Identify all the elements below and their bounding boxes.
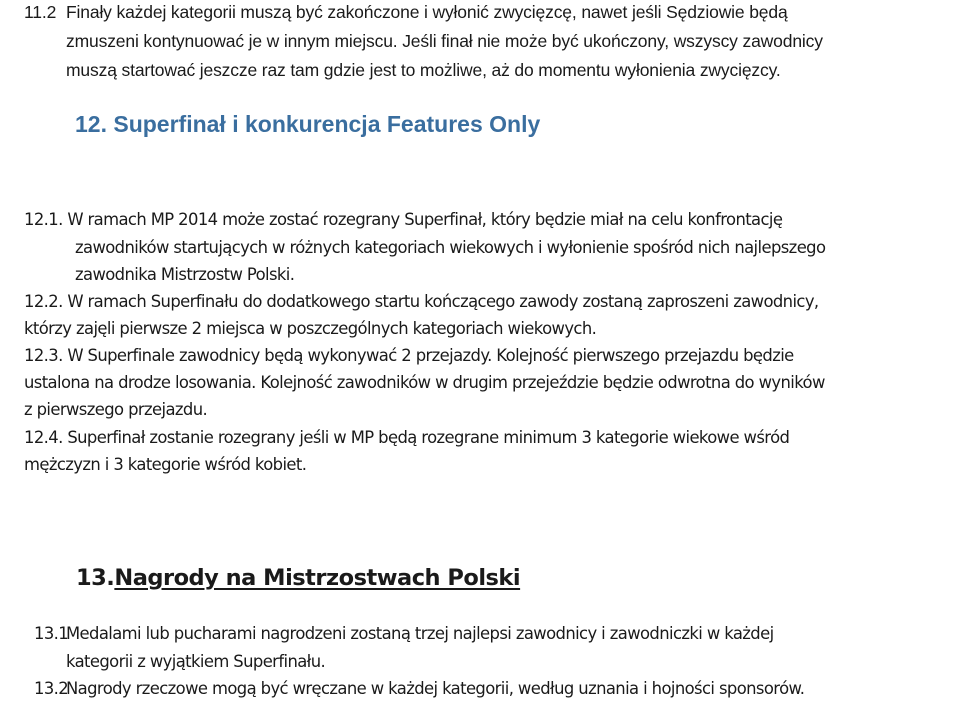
rule-11-2-line-2: zmuszeni kontynuować je w innym miejscu. Jeśli finał nie może być ukończony, wszyscy zawodnicy [66,31,823,51]
rule-text: Finały każdej kategorii muszą być zakończone i wyłonić zwycięzcę, nawet jeśli Sędziowie będą [66,2,788,22]
section-13-heading-number: 13. [76,565,115,591]
rule-12-1-line-2: zawodników startujących w różnych kategoriach wiekowych i wyłonienie spośród nich najlepszego [75,238,826,257]
rule-12-4-line-2: mężczyzn i 3 kategorie wśród kobiet. [24,455,307,474]
rule-12-2-line-2: którzy zajęli pierwsze 2 miejsca w poszczególnych kategoriach wiekowych. [24,319,597,338]
section-13-heading [76,567,520,590]
rule-12-4-line-1: 12.4. Superfinał zostanie rozegrany jeśli w MP będą rozegrane minimum 3 kategorie wiekowe wśród [24,428,790,447]
rule-12-1-line-1: 12.1. W ramach MP 2014 może zostać rozegrany Superfinał, który będzie miał na celu konfrontację [24,210,783,229]
rule-number: 13.2 [34,679,69,698]
rule-text: Nagrody rzeczowe mogą być wręczane w każdej kategorii, według uznania i hojności sponsorów. [66,679,805,698]
section-13-heading-text: Nagrody na Mistrzostwach Polski [114,565,521,591]
rule-12-3-line-3: z pierwszego przejazdu. [24,400,208,419]
rule-13-1-line-1 [34,626,774,642]
rule-12-3-line-1: 12.3. W Superfinale zawodnicy będą wykonywać 2 przejazdy. Kolejność pierwszego przejazdu będzie [24,346,794,365]
rule-12-2-line-1: 12.2. W ramach Superfinału do dodatkowego startu kończącego zawody zostaną zaproszeni zawodnicy, [24,292,819,311]
rule-11-2-line-1 [24,4,788,22]
rule-number: 13.1 [34,624,69,643]
rule-text: Medalami lub pucharami nagrodzeni zostaną trzej najlepsi zawodnicy i zawodniczki w każdej [66,624,774,643]
rule-number: 11.2 [24,2,57,22]
rule-11-2-line-3: muszą startować jeszcze raz tam gdzie jest to możliwe, aż do momentu wyłonienia zwycięzcy. [66,60,781,80]
section-12-heading: 12. Superfinał i konkurencja Features Only [75,111,541,137]
rule-13-1-line-2: kategorii z wyjątkiem Superfinału. [66,652,326,671]
rule-13-2-line-1 [34,681,804,697]
rule-12-1-line-3: zawodnika Mistrzostw Polski. [75,265,295,284]
rule-12-3-line-2: ustalona na drodze losowania. Kolejność zawodników w drugim przejeździe będzie odwrotna do wyników [24,373,825,392]
